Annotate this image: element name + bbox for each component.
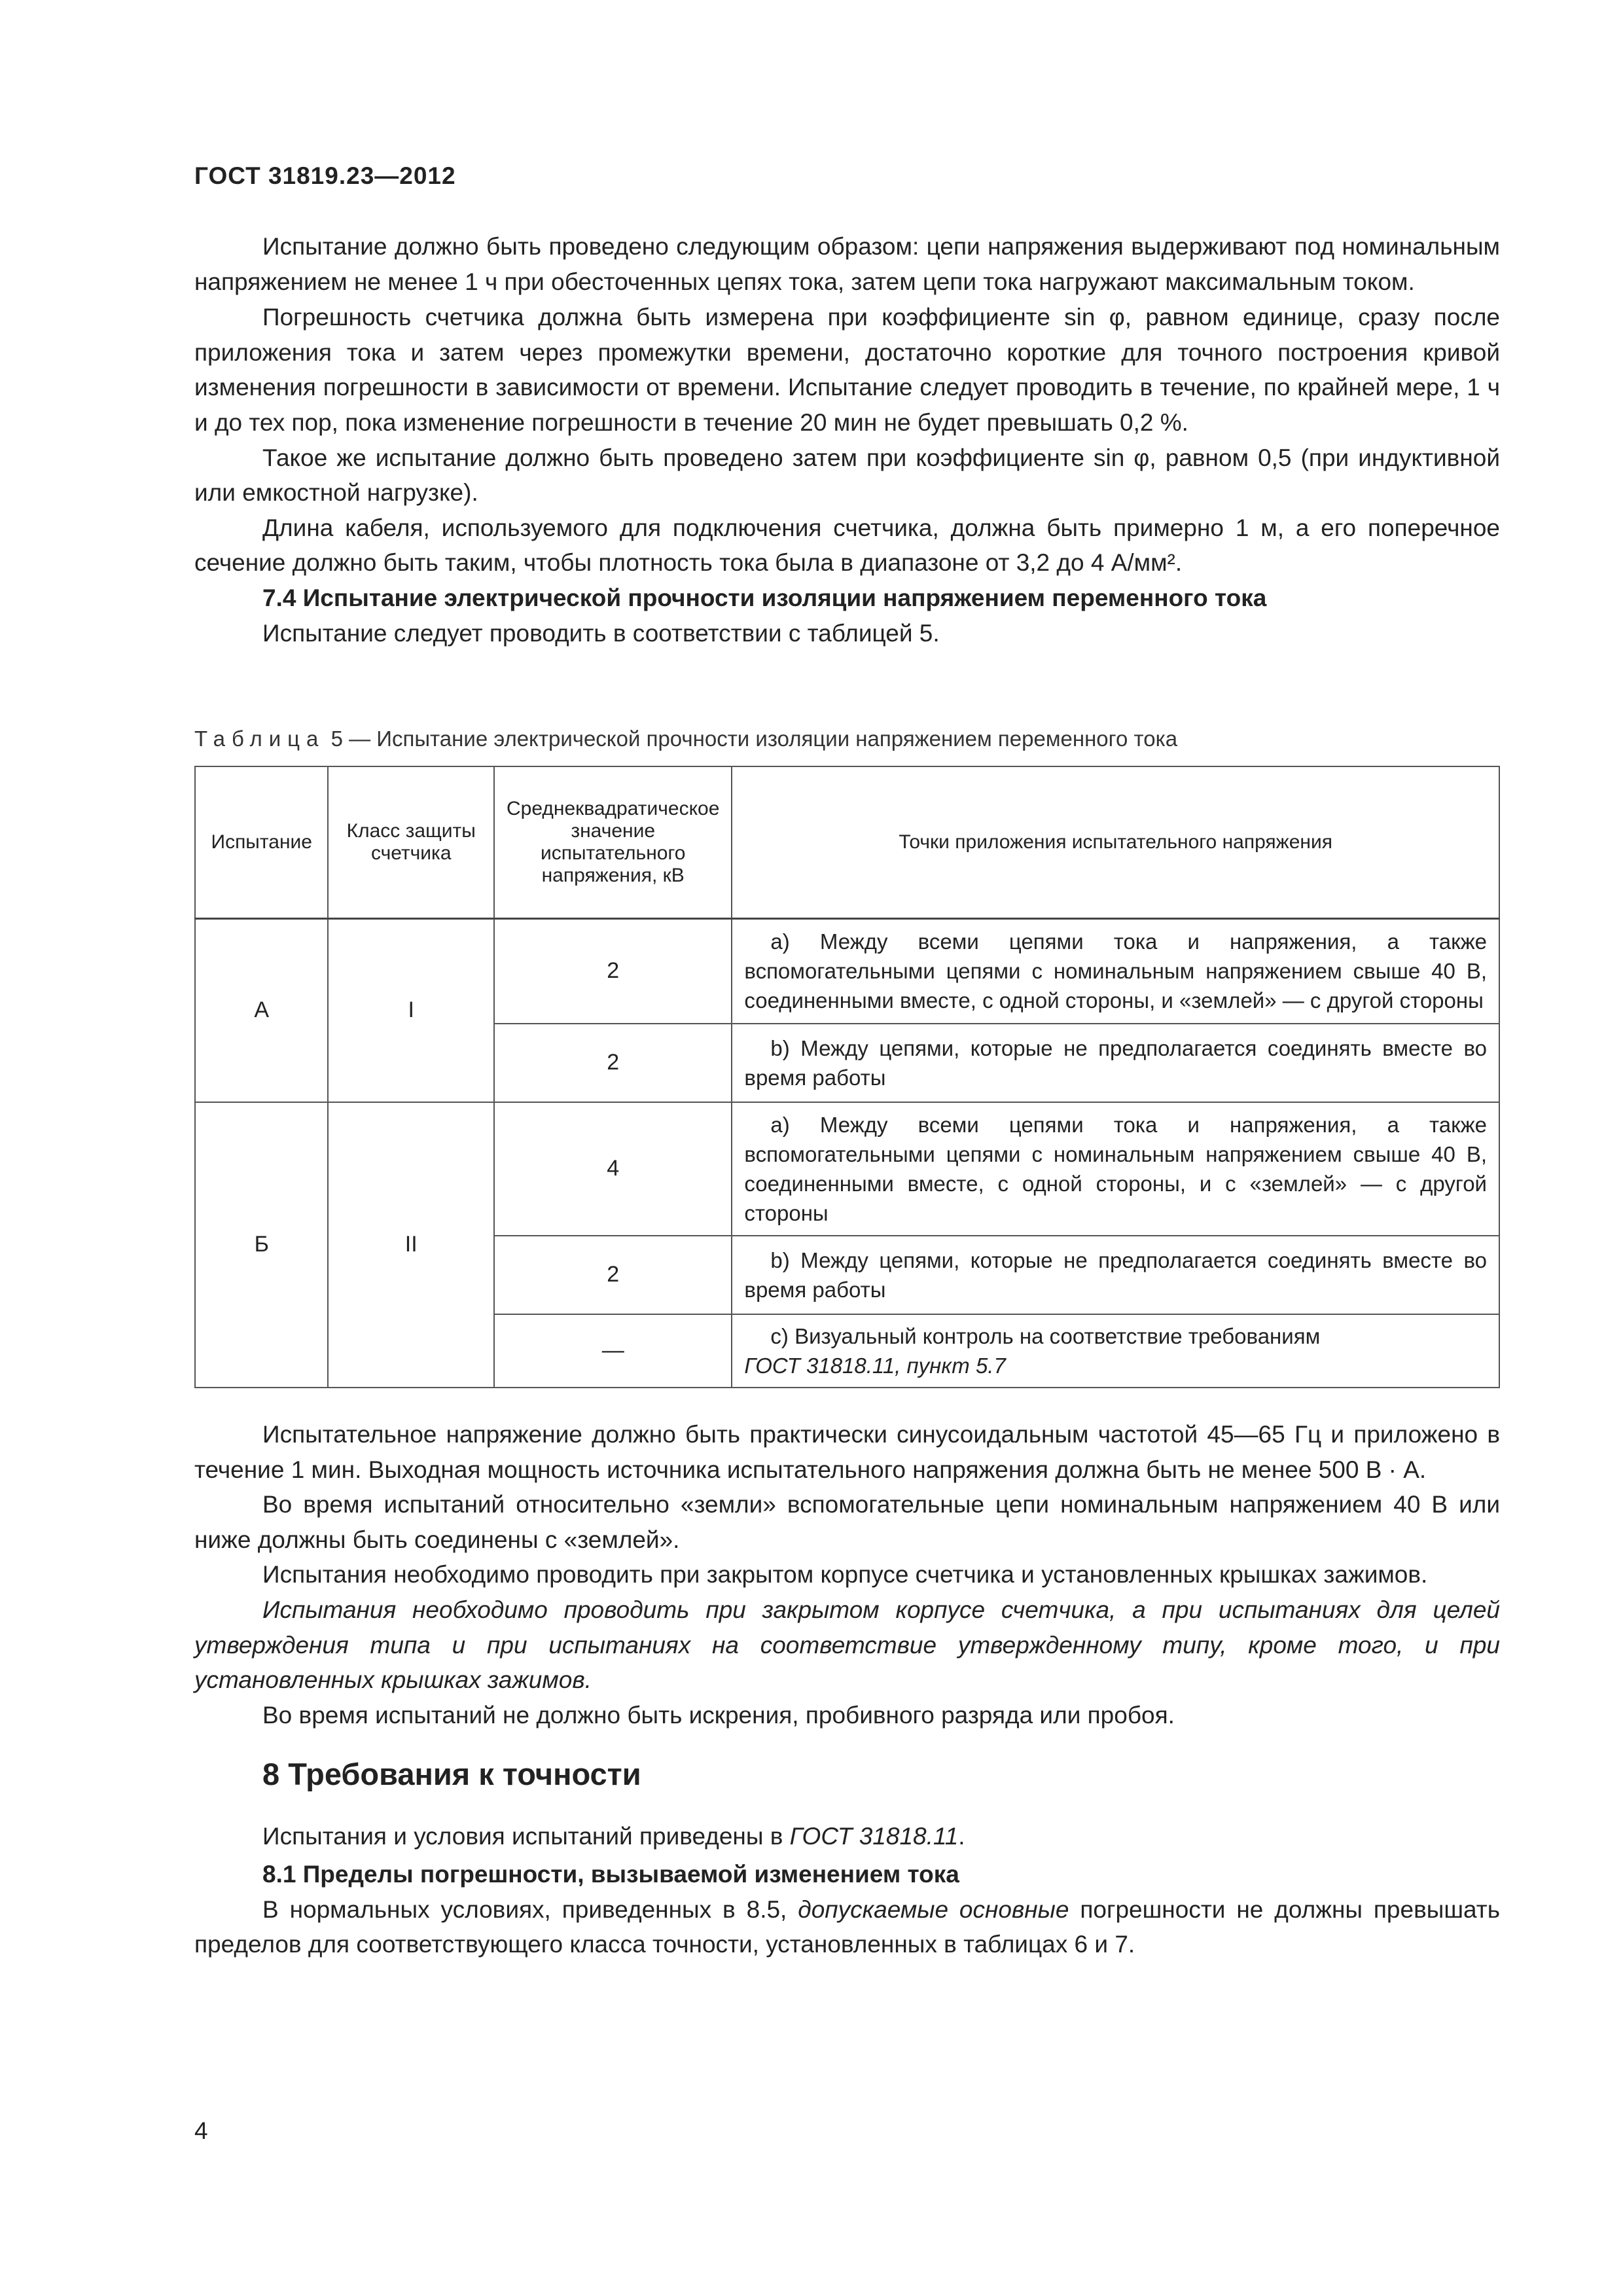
heading-8: 8 Требования к точности (262, 1757, 641, 1792)
test-cell: А (195, 919, 328, 1102)
voltage-cell: 2 (494, 1236, 732, 1314)
item-text: Между цепями, которые не предполагается соединять вместе во время работы (744, 1035, 1487, 1090)
application-points-cell (732, 1314, 1499, 1388)
table-row (195, 919, 1499, 1024)
paragraph (194, 1892, 1500, 1962)
paragraph-text: . (958, 1823, 965, 1850)
paragraph: Длина кабеля, используемого для подключения счетчика, должна быть примерно 1 м, а его поперечное сечение должно быть таким, чтобы плотность тока была в диапазоне от 3,2 до 4 А/мм². (194, 514, 1500, 577)
application-points-cell (732, 1236, 1499, 1314)
paragraph-text: В нормальных условиях, приведенных в 8.5, (262, 1895, 787, 1923)
item-text: Между всеми цепями тока и напряжения, а также вспомогательными цепями с номинальным напряжением свыше 40 В, соединенными вместе, с одной стороны, и «землей» — с другой стороны (744, 929, 1488, 1013)
paragraph: Испытание следует проводить в соответствии с таблицей 5. (262, 619, 940, 647)
table-5 (194, 766, 1500, 1388)
section-bottom (194, 1417, 1500, 1962)
paragraph-text: Испытания и условия испытаний приведены в (262, 1823, 783, 1850)
paragraph: Испытание должно быть проведено следующим образом: цепи напряжения выдерживают под номинальным напряжением не менее 1 ч при обесточенных цепях тока, затем цепи тока нагружают максимальным током. (194, 233, 1500, 295)
application-points-cell (732, 919, 1499, 1024)
paragraph: Такое же испытание должно быть проведено затем при коэффициенте sin φ, равном 0,5 (при индуктивной или емкостной нагрузке). (194, 444, 1500, 507)
item-label: а) (770, 1112, 790, 1137)
paragraph: Во время испытаний относительно «земли» вспомогательные цепи номинальным напряжением 40 В или ниже должны быть соединены с «землей». (194, 1491, 1500, 1553)
table-caption (194, 726, 1177, 751)
standard-reference: ГОСТ 31818.11 (789, 1823, 959, 1850)
paragraph: Испытания необходимо проводить при закрытом корпусе счетчика и установленных крышках зажимов. (262, 1561, 1428, 1588)
voltage-cell: 2 (494, 919, 732, 1024)
table-header-row (195, 766, 1499, 919)
table-caption-label: Таблица (194, 726, 325, 751)
item-text: Визуальный контроль на соответствие требованиям (794, 1323, 1321, 1348)
emphasized-text: допускаемые основные (798, 1895, 1069, 1923)
class-cell: I (328, 919, 494, 1102)
page-number: 4 (194, 2117, 208, 2144)
table-row (195, 1102, 1499, 1236)
document-header: ГОСТ 31819.23—2012 (194, 162, 456, 189)
standard-reference: ГОСТ 31818.11, пункт 5.7 (744, 1353, 1006, 1378)
paragraph (194, 1819, 1500, 1854)
table-caption-text: 5 — Испытание электрической прочности изоляции напряжением переменного тока (330, 726, 1178, 751)
application-points-cell (732, 1102, 1499, 1236)
column-header: Среднеквадратическое значение испытательного напряжения, кВ (494, 766, 732, 919)
column-header: Класс защиты счетчика (328, 766, 494, 919)
item-label: b) (770, 1035, 790, 1060)
heading-7-4: 7.4 Испытание электрической прочности изоляции напряжением переменного тока (262, 584, 1267, 611)
voltage-cell: 2 (494, 1024, 732, 1102)
paragraph: Погрешность счетчика должна быть измерена при коэффициенте sin φ, равном единице, сразу после приложения тока и затем через промежутки времени, достаточно короткие для точного построения кривой изменения погрешности в зависимости от времени. Испытание следует проводить в течение, по крайней мере, 1 ч и до тех пор, пока изменение погрешности в течение 20 мин не будет превышать 0,2 %. (194, 304, 1500, 436)
item-text: Между цепями, которые не предполагается соединять вместе во время работы (744, 1247, 1487, 1302)
item-label: а) (770, 929, 790, 954)
application-points-cell (732, 1024, 1499, 1102)
class-cell: II (328, 1102, 494, 1388)
item-label: b) (770, 1247, 790, 1272)
test-cell: Б (195, 1102, 328, 1388)
paragraph: Во время испытаний не должно быть искрения, пробивного разряда или пробоя. (262, 1701, 1175, 1729)
item-text: Между всеми цепями тока и напряжения, а также вспомогательными цепями с номинальным напряжением свыше 40 В, соединенными вместе, с одной стороны, и с «землей» — с другой стороны (744, 1112, 1488, 1225)
voltage-cell: 4 (494, 1102, 732, 1236)
section-top (194, 229, 1500, 651)
heading-8-1: 8.1 Пределы погрешности, вызываемой изменением тока (262, 1860, 959, 1888)
paragraph: Испытательное напряжение должно быть практически синусоидальным частотой 45—65 Гц и приложено в течение 1 мин. Выходная мощность источника испытательного напряжения должна быть не менее 500 В · А. (194, 1421, 1500, 1483)
column-header: Испытание (195, 766, 328, 919)
paragraph-italic: Испытания необходимо проводить при закрытом корпусе счетчика, а при испытаниях для целей утверждения типа и при испытаниях на соответствие утвержденному типу, кроме того, и при установленных крышках зажимов. (194, 1596, 1500, 1694)
voltage-cell: — (494, 1314, 732, 1388)
column-header: Точки приложения испытательного напряжения (732, 766, 1499, 919)
paragraph-text: погрешности не должны превышать пределов для соответствующего класса точности, установленных в таблицах 6 и 7. (194, 1895, 1501, 1958)
item-label: c) (770, 1323, 789, 1348)
